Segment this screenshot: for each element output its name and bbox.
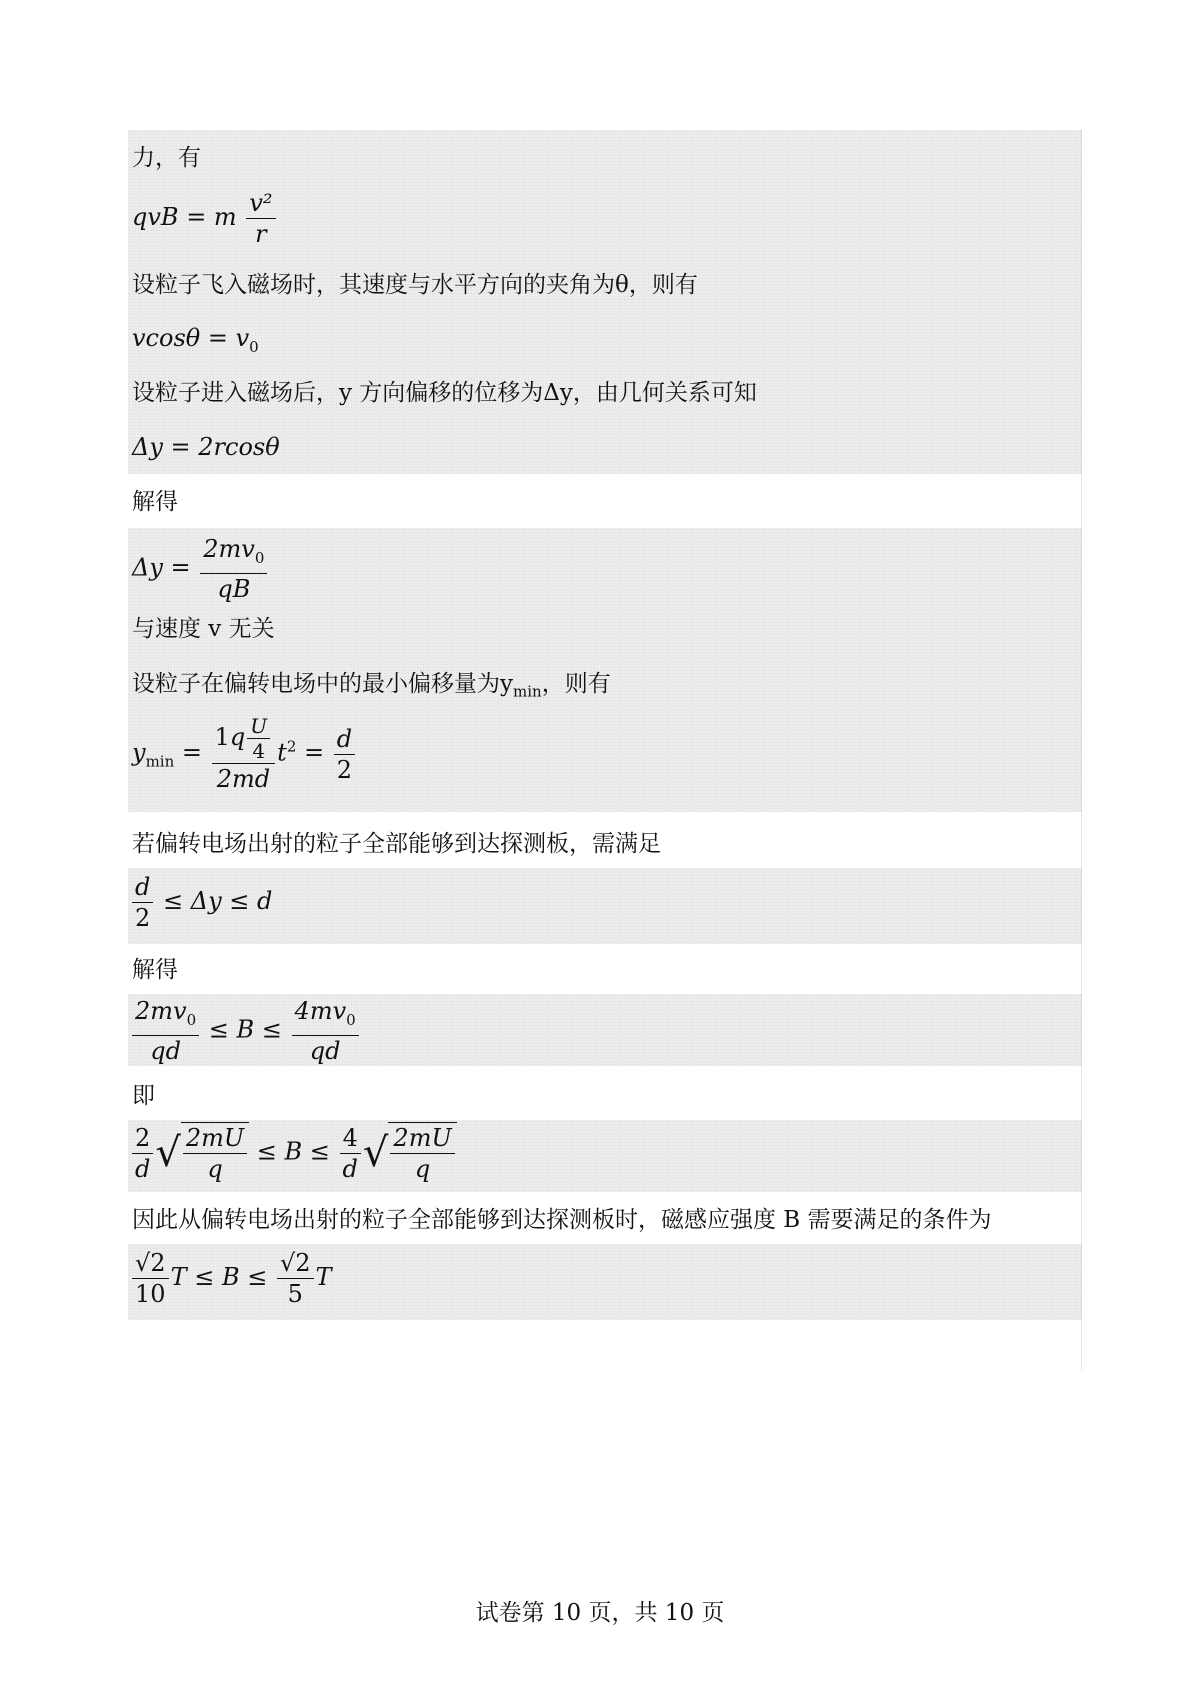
denominator: 2 xyxy=(135,904,151,932)
numerator xyxy=(200,534,267,574)
numerator: √2 xyxy=(277,1248,314,1279)
text-line: 设粒子飞入磁场时，其速度与水平方向的夹角为θ，则有 xyxy=(132,272,698,298)
numerator xyxy=(292,996,359,1036)
equation-b-range xyxy=(132,996,361,1066)
equals: = xyxy=(304,738,325,767)
subscript: min xyxy=(513,682,542,701)
denominator: qd xyxy=(150,1036,181,1065)
text-line: 设粒子进入磁场后，y 方向偏移的位移为Δy，由几何关系可知 xyxy=(132,380,757,406)
fraction xyxy=(340,1123,361,1184)
highlight-band xyxy=(128,130,1082,474)
text-line: 若偏转电场出射的粒子全部能够到达探测板，需满足 xyxy=(132,831,661,857)
radicand xyxy=(388,1122,456,1184)
radicand xyxy=(181,1122,249,1184)
subscript: min xyxy=(145,752,175,771)
unit-tesla: T xyxy=(170,1263,187,1291)
num-text: 2mv xyxy=(203,535,255,563)
numerator: √2 xyxy=(132,1248,169,1279)
denominator: qd xyxy=(309,1036,341,1065)
fraction xyxy=(212,714,276,794)
eq-rest: ≤ Δy ≤ d xyxy=(163,887,273,915)
fraction xyxy=(132,872,153,933)
right-border-dotted xyxy=(1081,130,1082,1370)
superscript: 2 xyxy=(286,737,297,756)
fraction xyxy=(200,534,267,604)
numerator: d xyxy=(132,872,153,903)
subscript: 0 xyxy=(249,337,259,356)
denominator: 10 xyxy=(135,1280,166,1308)
eq-mid: ≤ B ≤ xyxy=(256,1137,330,1166)
eq-var: y xyxy=(132,738,146,767)
denominator: 2 xyxy=(336,755,353,784)
numerator: 2mU xyxy=(390,1123,454,1154)
inner-denominator: 4 xyxy=(252,739,266,763)
denominator: 2md xyxy=(216,765,271,793)
fraction xyxy=(183,1123,247,1184)
eq-lhs: qvB = m xyxy=(132,203,237,231)
text-line: 与速度 v 无关 xyxy=(132,616,275,642)
text-line xyxy=(132,669,611,707)
denominator: d xyxy=(135,1154,151,1183)
text-line: 解得 xyxy=(132,957,178,983)
page-footer: 试卷第 10 页，共 10 页 xyxy=(475,1600,725,1626)
numerator: 4 xyxy=(340,1123,361,1154)
numerator xyxy=(132,996,199,1036)
fraction xyxy=(390,1123,454,1184)
sqrt xyxy=(155,1122,249,1184)
eq-mid: ≤ B ≤ xyxy=(208,1015,282,1044)
numerator: 2 xyxy=(132,1123,153,1154)
fraction xyxy=(132,996,199,1066)
subscript: 0 xyxy=(186,1010,197,1029)
fraction xyxy=(334,724,355,785)
eq-mid: ≤ B ≤ xyxy=(194,1263,268,1291)
eq-var: t xyxy=(277,738,287,767)
text-line: 即 xyxy=(132,1083,155,1109)
subscript: 0 xyxy=(346,1010,356,1029)
inner-fraction xyxy=(247,714,270,763)
denominator: 5 xyxy=(287,1280,303,1308)
equals: = xyxy=(181,738,202,767)
unit-tesla: T xyxy=(315,1263,332,1291)
text-part: ，则有 xyxy=(541,671,611,697)
equation-lorentz xyxy=(132,188,278,249)
text-line: 力，有 xyxy=(132,145,201,171)
numerator: 2mU xyxy=(183,1123,247,1154)
fraction xyxy=(132,1123,153,1184)
equation-b-range-sqrt xyxy=(132,1122,457,1184)
text-line: 解得 xyxy=(132,489,178,515)
numerator: v² xyxy=(246,188,275,219)
fraction xyxy=(132,1248,169,1309)
subscript: 0 xyxy=(254,548,265,567)
radical-sign: √ xyxy=(155,1130,181,1176)
denominator: qB xyxy=(217,574,251,603)
num-text: 2mv xyxy=(135,997,187,1025)
sqrt xyxy=(363,1122,457,1184)
equation-ymin xyxy=(132,714,357,794)
fraction xyxy=(246,188,275,249)
equation-delta-y-result xyxy=(132,534,269,604)
eq-lhs: Δy = xyxy=(132,553,191,582)
radical-sign: √ xyxy=(362,1130,389,1176)
eq-text: vcosθ = v xyxy=(132,324,250,352)
text-part: 设粒子在偏转电场中的最小偏移量为y xyxy=(132,671,513,697)
numerator: d xyxy=(334,724,355,755)
denominator: d xyxy=(342,1154,358,1183)
num-one: 1 xyxy=(214,723,230,751)
equation-velocity xyxy=(132,323,259,362)
num-q: q xyxy=(229,723,246,751)
denominator: q xyxy=(414,1155,431,1183)
denominator: r xyxy=(255,220,267,248)
denominator: q xyxy=(207,1155,223,1183)
text-line: 因此从偏转电场出射的粒子全部能够到达探测板时，磁感应强度 B 需要满足的条件为 xyxy=(132,1207,992,1233)
equation-delta-y: Δy = 2rcosθ xyxy=(132,433,280,461)
num-text: 4mv xyxy=(294,997,347,1025)
equation-condition xyxy=(132,872,272,933)
numerator xyxy=(212,714,276,764)
inner-numerator: U xyxy=(247,714,270,739)
fraction xyxy=(292,996,359,1066)
equation-b-final xyxy=(132,1248,332,1309)
fraction xyxy=(277,1248,314,1309)
